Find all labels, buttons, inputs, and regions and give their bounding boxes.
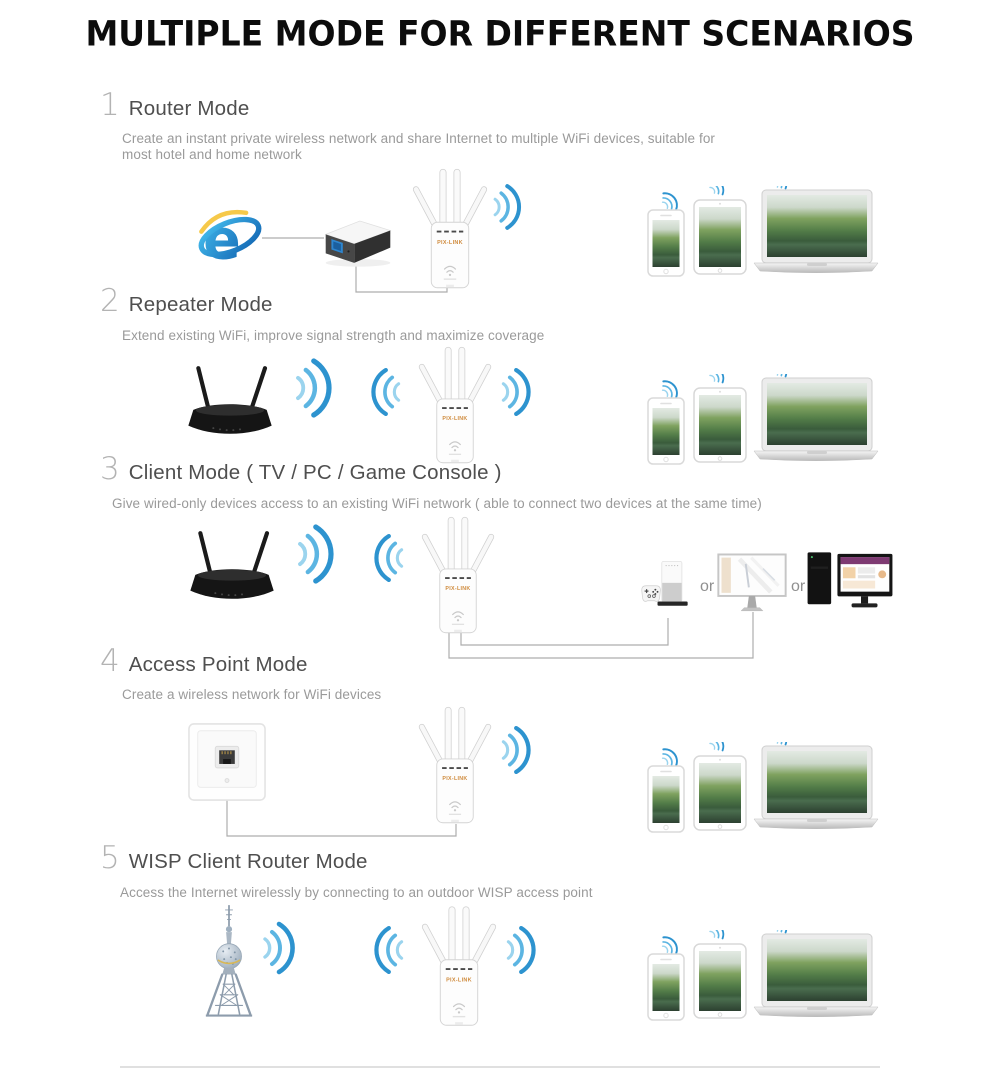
or-label: or — [700, 578, 715, 595]
section-description: Create an instant private wireless network and share Internet to multiple WiFi devices, suitable for most hotel and home network — [122, 131, 716, 162]
wall-socket-icon — [187, 722, 267, 802]
wifi-extender-icon — [417, 704, 493, 826]
wifi-waves-icon — [363, 362, 405, 422]
wifi-waves-icon — [258, 916, 304, 980]
section-number: 4 — [100, 643, 120, 679]
client-devices-icon — [640, 742, 880, 834]
signal-tower-icon — [202, 902, 256, 1022]
ie-logo-icon — [196, 202, 264, 272]
section-title: Router Mode — [128, 97, 250, 120]
section-5-header — [100, 840, 368, 876]
section-number: 3 — [100, 451, 120, 487]
monitor-icon — [716, 552, 788, 618]
xbox-console-icon — [636, 552, 702, 618]
client-devices-icon — [640, 186, 880, 278]
router-icon — [182, 528, 282, 605]
wifi-waves-icon — [497, 362, 539, 422]
modem-icon — [320, 212, 396, 270]
page-title: MULTIPLE MODE FOR DIFFERENT SCENARIOS — [85, 13, 915, 54]
section-number: 2 — [100, 283, 120, 319]
section-number: 1 — [100, 87, 120, 123]
footer-divider — [120, 1066, 880, 1068]
section-description: Extend existing WiFi, improve signal strength and maximize coverage — [122, 328, 545, 343]
wifi-waves-icon — [290, 352, 342, 424]
wifi-waves-icon — [292, 518, 344, 590]
section-title: WISP Client Router Mode — [128, 850, 368, 873]
wifi-extender-icon — [420, 903, 498, 1029]
section-title: Repeater Mode — [128, 293, 273, 316]
section-description: Access the Internet wirelessly by connecting to an outdoor WISP access point — [120, 885, 593, 900]
wifi-extender-icon — [417, 344, 493, 466]
wifi-waves-icon — [502, 920, 544, 980]
router-icon — [180, 363, 280, 440]
wifi-extender-icon — [420, 514, 496, 636]
wifi-waves-icon — [497, 720, 539, 780]
section-3-header — [100, 451, 502, 487]
section-2-header — [100, 283, 273, 319]
section-description: Create a wireless network for WiFi devices — [122, 687, 382, 702]
wifi-waves-icon — [489, 179, 529, 235]
wifi-waves-icon — [366, 528, 408, 588]
section-title: Client Mode ( TV / PC / Game Console ) — [128, 461, 502, 484]
section-title: Access Point Mode — [128, 653, 308, 676]
wifi-extender-icon — [411, 166, 489, 291]
section-description: Give wired-only devices access to an existing WiFi network ( able to connect two devices at the same time) — [112, 496, 762, 511]
section-1-header — [100, 87, 250, 123]
client-devices-icon — [640, 374, 880, 466]
or-label: or — [791, 578, 806, 595]
section-4-header — [100, 643, 308, 679]
client-devices-icon — [640, 930, 880, 1022]
wifi-waves-icon — [366, 920, 408, 980]
desktop-pc-icon — [806, 550, 894, 616]
section-number: 5 — [100, 840, 120, 876]
